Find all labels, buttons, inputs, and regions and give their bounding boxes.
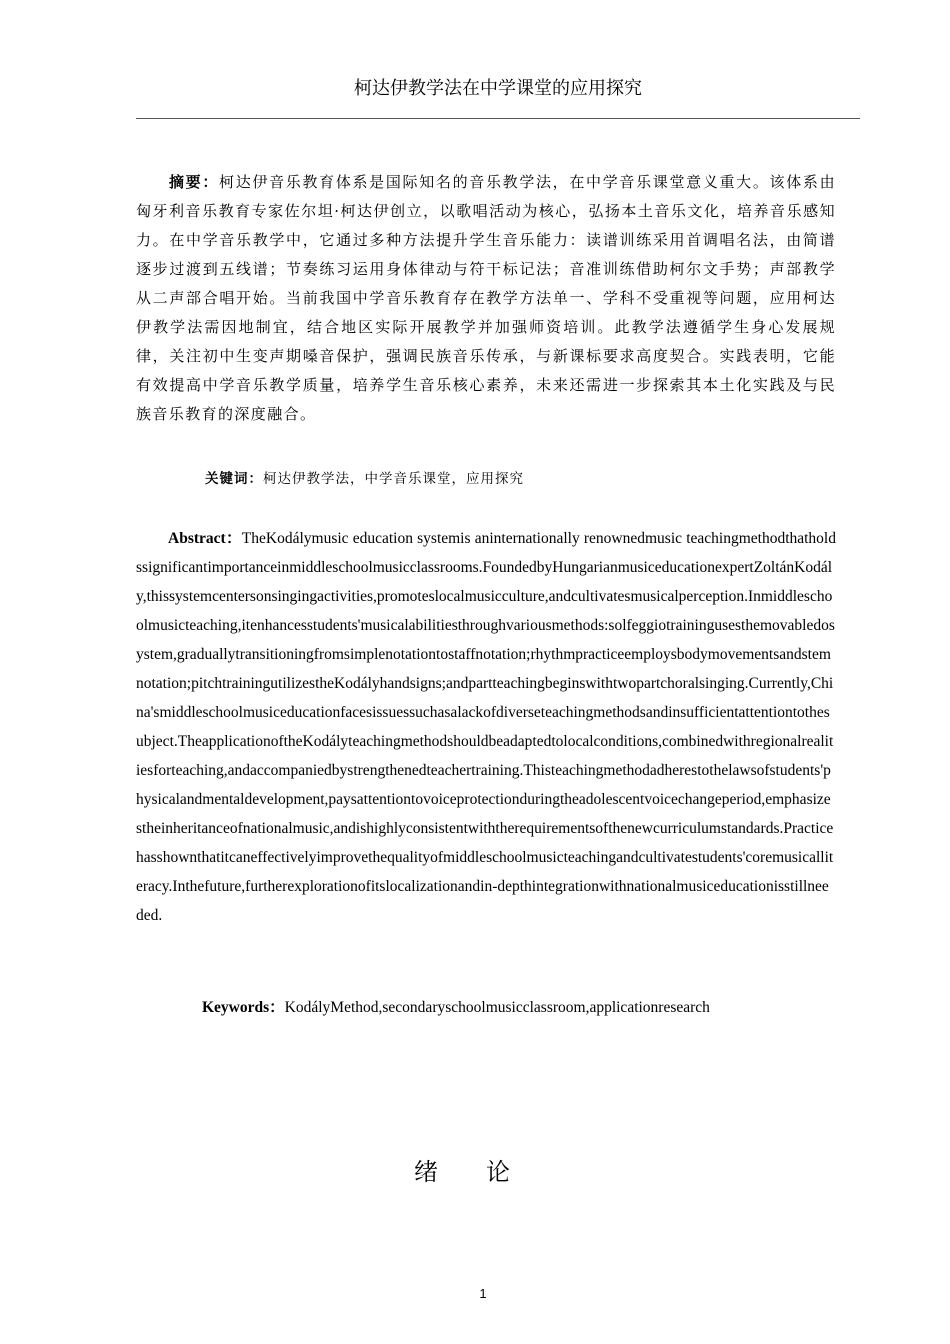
header-divider: [136, 118, 860, 119]
chinese-keywords-text: 柯达伊教学法，中学音乐课堂，应用探究: [263, 471, 524, 487]
introduction-heading: 绪论: [414, 1158, 558, 1186]
english-keywords-label: Keywords：: [202, 999, 285, 1016]
running-header: 柯达伊教学法在中学课堂的应用探究: [354, 78, 642, 99]
english-abstract-text: TheKodálymusic education systemis aninternationally renownedmusic teachingmethodthatholdssignificantimportanceinmiddleschoolmusicclassrooms.FoundedbyHungarianmusiceducationexpertZoltánKodály,thissystemcentersonsingingactivities,promoteslocalmusicculture,andcultivatesmusicalperception.Inmiddleschoolmusicteaching,itenhancesstudents'musicalabilitiesthroughvariousmethods:solfeggiotrainingusesthemovabledosystem,graduallytransitioningfromsimplenotationtostaffnotation;rhythmpracticeemploysbodymovementsandstemnotation;pitchtrainingutilizestheKodályhandsigns;andpartteachingbeginswithtwopartchoralsinging.Currently,China'smiddleschoolmusiceducationfacesissuessuchasalackofdiverseteachingmethodsandinsufficientattentiontothesubject.TheapplicationoftheKodályteachingmethodshouldbeadaptedtolocalconditions,combinedwithregionalrealitiesforteaching,andaccompaniedbystrengthenedteachertraining.Thisteachingmethodadherestothelawsofstudents'physicalandmentaldevelopment,paysattentiontovoiceprotectionduringtheadolescentvoicechangeperiod,emphasizestheinheritanceofnationalmusic,andishighlyconsistentwiththerequirementsofthenewcurriculumstandards.Practicehasshownthatitcaneffectivelyimprovethequalityofmiddleschoolmusicteachingandcultivatestudents'coremusicalliteracy.Inthefuture,furtherexplorationofitslocalizationandin-depthintegrationwithnationalmusiceducationisstillneeded.: [136, 530, 836, 924]
english-keywords-text: KodályMethod,secondaryschoolmusicclassroom,applicationresearch: [284, 999, 710, 1016]
english-keywords: [202, 995, 842, 1021]
english-abstract-label: Abstract：: [168, 530, 242, 547]
page-number: 1: [479, 1286, 487, 1301]
chinese-abstract: [136, 168, 836, 429]
chinese-keywords-label: 关键词：: [205, 471, 263, 487]
chinese-keywords: [205, 466, 845, 492]
english-abstract: [136, 524, 836, 930]
chinese-abstract-text: 柯达伊音乐教育体系是国际知名的音乐教学法，在中学音乐课堂意义重大。该体系由匈牙利音乐教育专家佐尔坦·柯达伊创立，以歌唱活动为核心，弘扬本土音乐文化，培养音乐感知力。在中学音乐教学中，它通过多种方法提升学生音乐能力：读谱训练采用首调唱名法，由简谱逐步过渡到五线谱；节奏练习运用身体律动与符干标记法；音准训练借助柯尔文手势；声部教学从二声部合唱开始。当前我国中学音乐教育存在教学方法单一、学科不受重视等问题，应用柯达伊教学法需因地制宜，结合地区实际开展教学并加强师资培训。此教学法遵循学生身心发展规律，关注初中生变声期嗓音保护，强调民族音乐传承，与新课标要求高度契合。实践表明，它能有效提高中学音乐教学质量，培养学生音乐核心素养，未来还需进一步探索其本土化实践及与民族音乐教育的深度融合。: [136, 173, 836, 423]
chinese-abstract-label: 摘要：: [169, 173, 220, 191]
